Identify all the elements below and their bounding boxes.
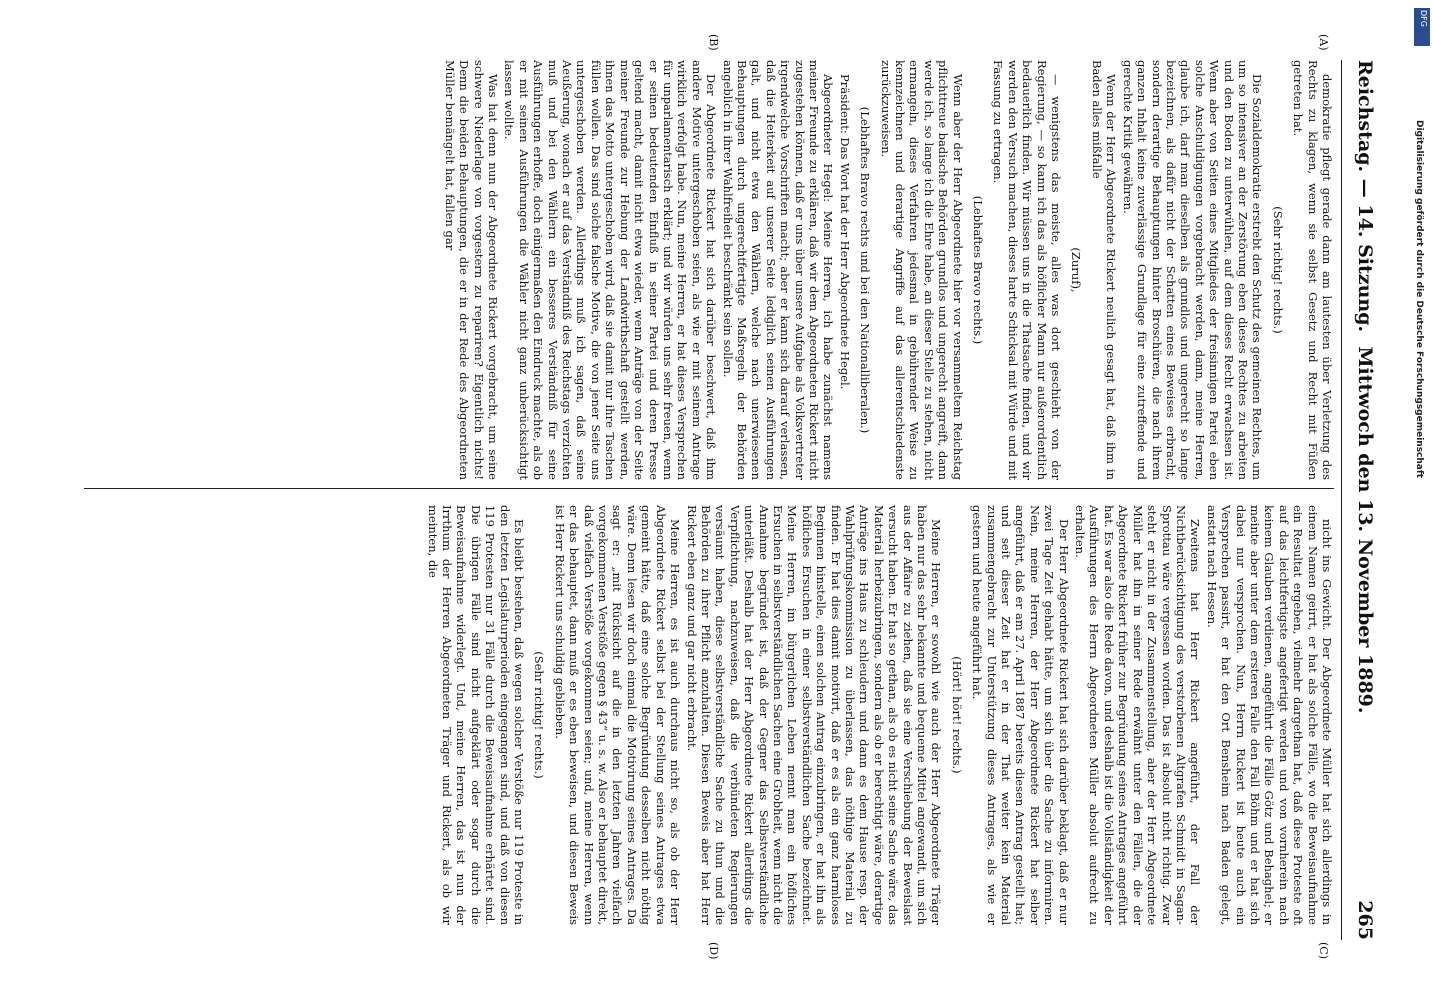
right-column-paragraph: Meine Herren, er sowohl wie auch der Herr Abgeordnete Träger haben nur das sehr bekannte und bequeme Mittel angewandt, um sich aus der Affaire zu ziehen, daß sie eine Verschiebung der Beweislast versucht haben. Er hat so gethan, als ob es nicht seine Sache wäre, das Material herbeizubringen, sondern als ob er berechtigt wäre, derartige Anträge ins Haus zu schleudern und dann es dem Hause resp. der Wahlprüfungskommission zu überlassen, das nöthige Material zu finden. Er hat dies damit motivirt, daß er es als ein ganz harmloses Beginnen hinstelle, einen solchen Antrag einzubringen, er hat ihn als höfliches Ersuchen in einer selbstverständlichen Sache bezeichnet. Meine Herren, im bürgerlichen Leben nennt man ein höfliches Ersuchen in selbstverständlichen Sachen eine Grobheit, wenn nicht die Annahme begründet ist, daß der Gegner das Selbstverständliche unterläßt. Deshalb hat der Herr Abgeordnete Rickert allerdings die Verpflichtung, nachzuweisen, daß die verbündeten Regierungen versäumt haben, diese selbstverständliche Sache zu thun und die Behörden zu ihrer Pflicht anzuhalten. Diesen Beweis aber hat Herr Rickert eben ganz und gar nicht erbracht. bbox=[684, 505, 944, 925]
footer-credit: Digitalisierung gefördert durch die Deutsche Forschungsgemeinschaft bbox=[1414, 120, 1424, 479]
right-column-paragraph: Meine Herren, es ist auch durchaus nicht so, als ob der Herr Abgeordnete Rickert selbst bei der Stellung seines Antrages etwa gemeint hätte, daß eine solche Begründung desselben nicht nöthig wäre. Denn lesen wir doch einmal die Motivirung seines Antrages. Da sagt er: „mit Rücksicht auf die in den letzten Jahren vielfach vorgekommenen Verstöße gegen § 43“ u. s. w. Also er behauptet direkt, daß vielfach Verstöße vorgekommen seien; und, meine Herren, wenn er das behauptet, dann muß er es eben beweisen, und diesen Beweis ist Herr Rickert uns schuldig geblieben. bbox=[552, 505, 683, 925]
column-divider bbox=[84, 488, 1334, 489]
left-column-paragraph: Präsident: Das Wort hat der Herr Abgeordnete Hegel. bbox=[837, 74, 852, 390]
left-column-paragraph: (Lebhaftes Bravo rechts und bei den Nationalliberalen.) bbox=[858, 106, 873, 434]
header-left: Reichstag. — 14. Sitzung. bbox=[1354, 60, 1376, 333]
right-column-paragraph: Es bleibt bestehen, daß wegen solcher Verstöße nur 119 Proteste in den letzten Legislaturperioden eingegangen sind, und daß von diesen 119 Protesten nur 31 Fälle durch die Beweisaufnahme erhärtet sind. Die übrigen Fälle sind nicht aufgeklärt oder sogar durch die Beweisaufnahme widerlegt. Und, meine Herren, das ist nun der Irrthum der Herren Abgeordneten Träger und Rickert, als ob wir meinten, die bbox=[425, 505, 527, 925]
left-column-paragraph: (Sehr richtig! rechts.) bbox=[1270, 206, 1285, 334]
margin-mark-b: (B) bbox=[707, 34, 720, 51]
right-column-paragraph: Zweitens hat Herr Rickert angeführt, der Fall der Nichtberücksichtigung des verstorbenen Altgrafen Schmidt in Sagan-Sprottau wäre vergessen worden. Das ist absolut nicht richtig. Zwar steht er nicht in der Zusammenstellung, aber der Herr Abgeordnete Müller hat ihn in seiner Rede erwähnt unter den Fällen, die der Abgeordnete Rickert früher zur Begründung seines Antrages angeführt hat. Es war also die Rede davon, und deshalb ist die Vollständigkeit der Ausführungen des Herrn Abgeordneten Müller absolut aufrecht zu erhalten. bbox=[1073, 505, 1203, 925]
left-column-paragraph: demokratie pflegt gerade dann am lautesten über Verletzung des Rechts zu klagen, wenn sie selbst Gesetz und Recht mit Füßen getreten hat. bbox=[1291, 60, 1334, 480]
left-column-paragraph: Abgeordneter Hegel: Meine Herren, ich habe zunächst namens meiner Freunde zu erklären, daß wir dem Abgeordneten Rickert nicht zugestehen können, daß er uns über unsere Aufgabe als Volksvertreter irgendwelche Vorschriften macht; aber er kann sich darauf verlassen, daß die Heiterkeit auf unserer Seite lediglich seinen Ausführungen galt, und nicht etwa den Wählern, welche nach unerwiesenen Behauptungen durch ungerechtfertigte Maßregeln der Behörden angeblich in ihrer Wahlfreiheit beschränkt sein sollen. bbox=[720, 60, 836, 480]
left-column-paragraph: (Zuruf), bbox=[1069, 247, 1084, 293]
margin-mark-d: (D) bbox=[707, 942, 720, 960]
left-column bbox=[84, 60, 1334, 480]
left-column-paragraph: Wenn der Herr Abgeordnete Rickert neulich gesagt hat, daß ihm in Baden alles mißfalle bbox=[1089, 60, 1119, 480]
left-column-paragraph: — wenigstens das meiste, alles was dort geschieht von der Regierung, — so kann ich das als höflicher Mann nur außerordentlich bedauerlich finden. Wir müssen uns in die Thatsache finden, und wir werden den Versuch machen, dieses harte Schicksal mit Würde und mit Fassung zu ertragen. bbox=[991, 60, 1064, 480]
left-column-paragraph: Die Sozialdemokratie erstrebt den Schutz des gemeinen Rechtes, um um so intensiver an der Zerstörung eben dieses Rechtes zu arbeiten und den Boden zu unterwühlen, auf dem dieses Recht erwachsen ist. Wenn aber von Seiten eines Mitgliedes der freisinnigen Partei eben solche Anschuldigungen vorgebracht werden, dann, meine Herren, glaube ich, darf man dieselben als grundlos und ungerecht so lange bezeichnen, als dafür nicht der Schatten eines Beweises erbracht, sondern derartige Behauptungen hinter Broschüren, die nach ihrem ganzen Inhalt keine zuverlässige Grundlage für eine zutreffende und gerechte Kritik gewähren. bbox=[1120, 60, 1265, 480]
header-date: Mittwoch den 13. November 1889. bbox=[1354, 346, 1376, 714]
left-column-paragraph: Der Abgeordnete Rickert hat sich darüber beschwert, daß ihm andere Motive untergeschoben seien, als wie er mit seinem Antrage wirklich verfolgt habe. Nun, meine Herren, er hat dieses Versprechen für unparlamentarisch erklärt; und wir würden uns sehr freuen, wenn er seinen bedeutenden Einfluß in seiner Partei und deren Presse geltend macht, damit nicht etwa wieder, wenn Anträge von der Seite meiner Freunde zur Hebung der Landwirthschaft gestellt werden, ihnen das Motto untergeschoben wird, daß sie damit nur ihre Taschen füllen wollen. Das sind solche falsche Motive, die von jener Seite uns untergeschoben werden. Allerdings muß ich sagen, daß seine Aeußerung, wonach er auf das Verständniß des Reichstags verzichten muß und bei den Wählern ein besseres Verständniß für seine Ausführungen erhoffe, doch einigermaßen den Eindruck machte, als ob er mit seinen Ausführungen die Wähler nicht ganz unberücksichtigt lassen wollte. bbox=[502, 60, 719, 480]
left-column-paragraph: Wenn aber der Herr Abgeordnete hier vor versammeltem Reichstag pflichttreue badische Behörden grundlos und ungerecht angreift, dann werde ich, so lange ich die Ehre habe, an dieser Stelle zu stehen, nicht ermangeln, dieses Verfahren jedesmal in gebührender Weise zu kennzeichnen und derartige Angriffe auf das allerentschiedenste zurückzuweisen. bbox=[878, 60, 965, 480]
dfg-logo: DFG bbox=[1414, 8, 1430, 46]
right-column bbox=[84, 505, 1334, 925]
page-number: 265 bbox=[1354, 900, 1376, 940]
margin-mark-c: (C) bbox=[1317, 942, 1330, 959]
right-column-paragraph: nicht ins Gewicht. Der Abgeordnete Müller hat sich allerdings in einem Namen geirrt, er hat als solche Fälle, wo die Beweisaufnahme ein Resultat ergeben, vielmehr dargethan hat, daß diese Proteste oft auf das leichtfertigste angefertigt werden und von vornherein nach keinem Glauben verdienen, angeführt die Fälle Götz und Behaghel; er meinte aber unter dem ersteren Falle den Fall Böhm und er hat sich dabei nur versprochen. Nun, Herrn Rickert ist heute auch ein Versprechen passirt, er hat den Ort Bensheim nach Baden gelegt, anstatt nach Hessen. bbox=[1204, 505, 1334, 925]
right-column-paragraph: Der Herr Abgeordnete Rickert hat sich darüber beklagt, daß er nur zwei Tage Zeit gehabt hätte, um sich über die Sache zu informiren. Nein, meine Herren, der Herr Abgeordnete Rickert hat selber angeführt, daß er am 27. April 1887 bereits diesen Antrag gestellt hat; und seit dieser Zeit hat er in der That weiter kein Material zusammengebracht zur Unterstützung dieses Antrages, als wie er gestern und heute angeführt hat. bbox=[970, 505, 1071, 925]
header-rule bbox=[1341, 60, 1342, 940]
right-column-paragraph: (Sehr richtig! rechts.) bbox=[532, 651, 547, 779]
margin-mark-a: (A) bbox=[1317, 34, 1330, 51]
running-header bbox=[1344, 60, 1384, 940]
left-column-paragraph: Was hat denn nun der Abgeordnete Rickert vorgebracht, um seine schwere Niederlage von vorgestern zu repariren? Eigentlich nichts! Denn die beiden Behauptungen, die er in der Rede des Abgeordneten Müller bemängelt hat, fallen gar bbox=[442, 60, 501, 480]
left-column-paragraph: (Lebhaftes Bravo rechts.) bbox=[971, 195, 986, 345]
right-column-paragraph: (Hört! hört! rechts.) bbox=[949, 656, 964, 774]
